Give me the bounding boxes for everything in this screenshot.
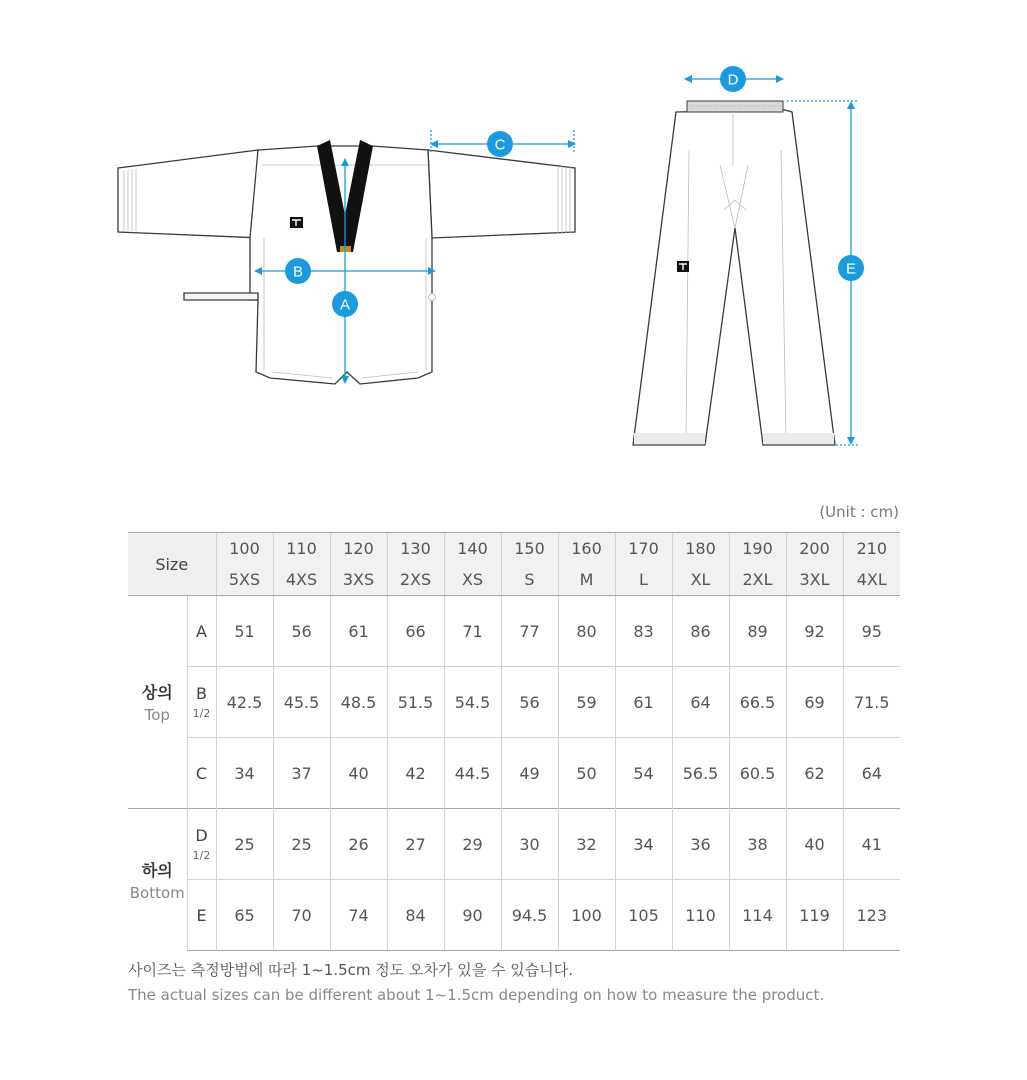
label-b-badge xyxy=(285,258,311,284)
size-header: Size xyxy=(128,533,216,596)
label-e-badge xyxy=(838,255,864,281)
table-cell: 77 xyxy=(501,596,558,667)
bottom-group-label xyxy=(128,809,187,951)
table-cell: 62 xyxy=(786,738,843,809)
table-cell: 45.5 xyxy=(273,667,330,738)
table-cell: 32 xyxy=(558,809,615,880)
table-cell: 92 xyxy=(786,596,843,667)
measure-letter xyxy=(187,880,216,951)
table-cell: 105 xyxy=(615,880,672,951)
table-cell: 100 xyxy=(558,880,615,951)
measure-letter-text: D xyxy=(195,826,208,845)
svg-text:E: E xyxy=(845,260,857,278)
size-code: M xyxy=(558,564,615,596)
pants-hem-left xyxy=(634,433,705,444)
size-code: 3XS xyxy=(330,564,387,596)
table-cell: 86 xyxy=(672,596,729,667)
table-cell: 34 xyxy=(615,809,672,880)
size-number: 160 xyxy=(558,533,615,565)
measure-letter xyxy=(187,596,216,667)
label-a-badge xyxy=(332,291,358,317)
size-number: 170 xyxy=(615,533,672,565)
table-cell: 71 xyxy=(444,596,501,667)
svg-text:A: A xyxy=(339,296,351,314)
top-group-label xyxy=(128,596,187,809)
size-code: XL xyxy=(672,564,729,596)
table-cell: 25 xyxy=(216,809,273,880)
table-cell: 74 xyxy=(330,880,387,951)
pants-hem-right xyxy=(763,433,834,444)
top-label-ko: 상의 xyxy=(141,683,173,702)
note-korean: 사이즈는 측정방법에 따라 1~1.5cm 정도 오차가 있을 수 있습니다. xyxy=(128,961,574,979)
size-code: 5XS xyxy=(216,564,273,596)
table-cell: 80 xyxy=(558,596,615,667)
table-cell: 56 xyxy=(273,596,330,667)
measure-letter-text: E xyxy=(196,905,207,925)
table-cell: 42 xyxy=(387,738,444,809)
size-number: 140 xyxy=(444,533,501,565)
table-cell: 51.5 xyxy=(387,667,444,738)
table-cell: 64 xyxy=(843,738,900,809)
measure-letter-text: A xyxy=(196,621,207,641)
table-cell: 41 xyxy=(843,809,900,880)
bottom-label-en: Bottom xyxy=(129,883,185,902)
measure-letter-sub: 1/2 xyxy=(192,707,211,720)
hook-ring xyxy=(429,294,436,301)
size-number: 190 xyxy=(729,533,786,565)
table-row xyxy=(128,596,900,667)
label-c-badge xyxy=(487,131,513,157)
measure-letter-text: B xyxy=(196,684,207,703)
unit-label: (Unit : cm) xyxy=(819,503,899,521)
table-cell: 54.5 xyxy=(444,667,501,738)
table-cell: 40 xyxy=(786,809,843,880)
size-code: S xyxy=(501,564,558,596)
measure-letter-sub: 1/2 xyxy=(192,849,211,862)
table-cell: 50 xyxy=(558,738,615,809)
table-cell: 29 xyxy=(444,809,501,880)
garment-diagram xyxy=(0,0,1027,470)
table-cell: 37 xyxy=(273,738,330,809)
size-code: 4XL xyxy=(843,564,900,596)
table-cell: 110 xyxy=(672,880,729,951)
jacket-drawing xyxy=(118,146,575,384)
table-cell: 94.5 xyxy=(501,880,558,951)
measure-letter-text: C xyxy=(195,763,208,783)
size-code: XS xyxy=(444,564,501,596)
measure-letter xyxy=(187,809,216,880)
table-cell: 64 xyxy=(672,667,729,738)
size-number: 210 xyxy=(843,533,900,565)
svg-text:C: C xyxy=(494,136,506,154)
size-code: L xyxy=(615,564,672,596)
table-cell: 83 xyxy=(615,596,672,667)
measure-letter xyxy=(187,667,216,738)
table-cell: 25 xyxy=(273,809,330,880)
size-number: 110 xyxy=(273,533,330,565)
top-label-en: Top xyxy=(144,706,170,724)
table-cell: 54 xyxy=(615,738,672,809)
table-cell: 27 xyxy=(387,809,444,880)
note-english: The actual sizes can be different about 1~1.5cm depending on how to measure the product. xyxy=(128,986,825,1004)
waistband xyxy=(687,101,783,112)
size-code: 3XL xyxy=(786,564,843,596)
table-cell: 49 xyxy=(501,738,558,809)
label-d-badge xyxy=(720,66,746,92)
header-row-codes xyxy=(128,564,900,596)
size-code: 2XL xyxy=(729,564,786,596)
table-row xyxy=(128,738,900,809)
table-cell: 95 xyxy=(843,596,900,667)
table-cell: 56.5 xyxy=(672,738,729,809)
size-number: 100 xyxy=(216,533,273,565)
table-cell: 70 xyxy=(273,880,330,951)
size-number: 150 xyxy=(501,533,558,565)
table-cell: 56 xyxy=(501,667,558,738)
size-number: 130 xyxy=(387,533,444,565)
pants-drawing xyxy=(633,110,835,445)
table-cell: 26 xyxy=(330,809,387,880)
table-cell: 51 xyxy=(216,596,273,667)
svg-text:B: B xyxy=(292,263,304,281)
table-row xyxy=(128,809,900,880)
table-cell: 84 xyxy=(387,880,444,951)
table-cell: 65 xyxy=(216,880,273,951)
table-cell: 89 xyxy=(729,596,786,667)
table-cell: 123 xyxy=(843,880,900,951)
table-cell: 66.5 xyxy=(729,667,786,738)
table-cell: 61 xyxy=(330,596,387,667)
size-number: 200 xyxy=(786,533,843,565)
table-cell: 44.5 xyxy=(444,738,501,809)
table-cell: 114 xyxy=(729,880,786,951)
table-cell: 60.5 xyxy=(729,738,786,809)
table-cell: 34 xyxy=(216,738,273,809)
table-cell: 90 xyxy=(444,880,501,951)
size-number: 120 xyxy=(330,533,387,565)
table-cell: 66 xyxy=(387,596,444,667)
table-cell: 69 xyxy=(786,667,843,738)
measure-letter xyxy=(187,738,216,809)
size-number: 180 xyxy=(672,533,729,565)
table-cell: 42.5 xyxy=(216,667,273,738)
bottom-label-ko: 하의 xyxy=(141,860,173,880)
table-cell: 119 xyxy=(786,880,843,951)
table-cell: 59 xyxy=(558,667,615,738)
table-cell: 48.5 xyxy=(330,667,387,738)
table-cell: 30 xyxy=(501,809,558,880)
table-row xyxy=(128,880,900,951)
table-cell: 71.5 xyxy=(843,667,900,738)
svg-text:D: D xyxy=(727,71,739,89)
header-row-sizes xyxy=(128,533,900,565)
size-code: 4XS xyxy=(273,564,330,596)
table-cell: 40 xyxy=(330,738,387,809)
size-code: 2XS xyxy=(387,564,444,596)
table-cell: 38 xyxy=(729,809,786,880)
table-cell: 36 xyxy=(672,809,729,880)
table-row xyxy=(128,667,900,738)
size-table xyxy=(128,532,900,951)
table-cell: 61 xyxy=(615,667,672,738)
